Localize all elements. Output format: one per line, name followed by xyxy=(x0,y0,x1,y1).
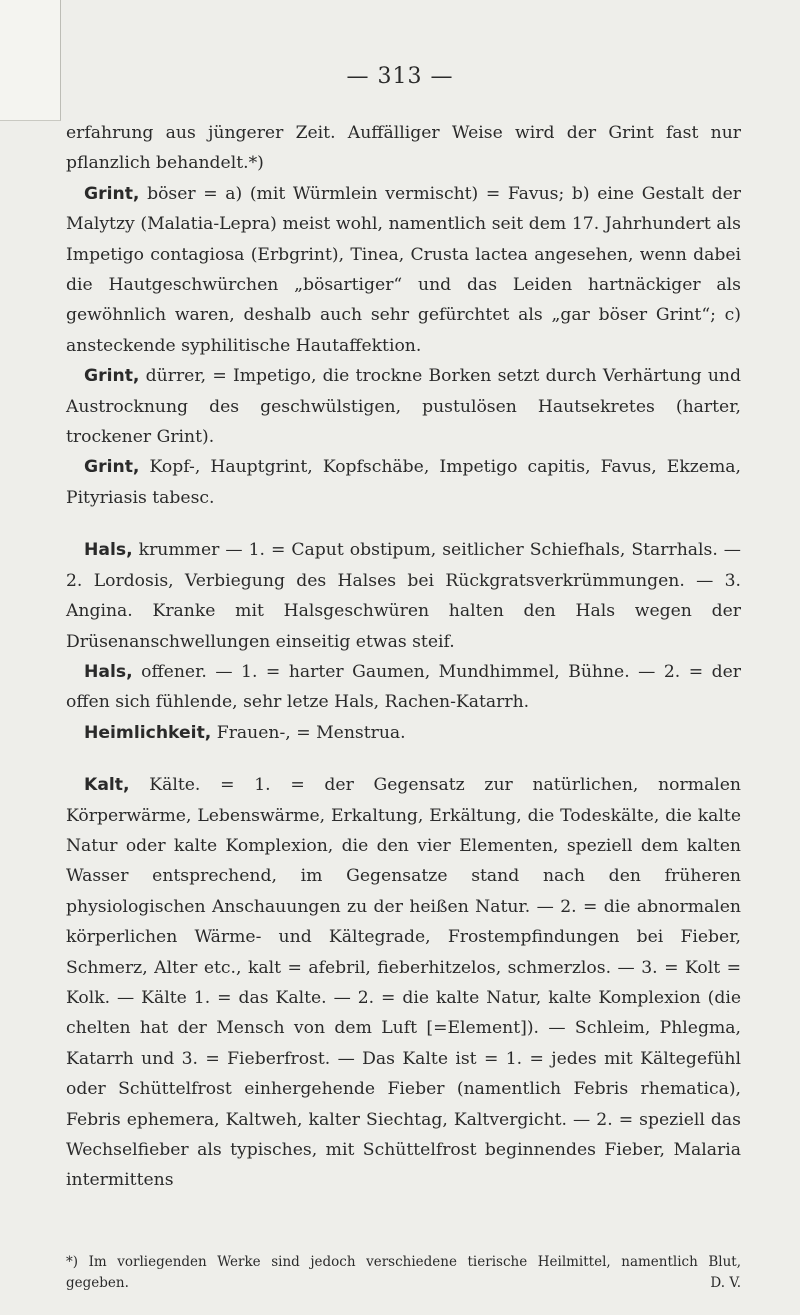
body-text xyxy=(66,118,741,1196)
entry-hals-offener xyxy=(66,657,741,718)
entry-head: Hals, xyxy=(84,661,133,682)
footnote-text: *) Im vorliegenden Werke sind jedoch verschiedene tierische Heilmittel, namentlich Blut, gegeben. xyxy=(66,1254,741,1291)
entry-grint-duerrer xyxy=(66,361,741,452)
entry-hals-krummer xyxy=(66,535,741,657)
entry-text: böser = a) (mit Würmlein vermischt) = Favus; b) eine Gestalt der Malytzy (Malatia-Lepra) meist wohl, namentlich seit dem 17. Jahrhundert als Impetigo contagiosa (Erbgrint), Tinea, Crusta lactea angesehen, wenn dabei die Hautgeschwürchen „bösartiger“ und das Leiden hartnäckiger als gewöhnlich waren, deshalb auch sehr gefürchtet als „gar böser Grint“; c) ansteckende syphilitische Hautaffektion. xyxy=(66,183,741,356)
entry-head: Grint, xyxy=(84,457,140,478)
footnote-signature: D. V. xyxy=(710,1275,741,1291)
entry-head: Kalt, xyxy=(84,775,130,796)
entry-head: Heimlichkeit, xyxy=(84,722,212,743)
footnote xyxy=(66,1252,741,1294)
entry-text: Kälte. = 1. = der Gegensatz zur natürlichen, normalen Körperwärme, Lebenswärme, Erkaltung, Erkältung, die Todeskälte, die kalte Natur oder kalte Komplexion, die den vier Elementen, speziell dem kalten Wasser entsprechend, im Gegensatze stand nach den früheren physiologischen Anschauungen zu der heißen Natur. — 2. = die abnormalen körperlichen Wärme- und Kältegrade, Frostempfindungen bei Fieber, Schmerz, Alter etc., kalt = afebril, fieberhitzelos, schmerzlos. — 3. = Kolt = Kolk. — Kälte 1. = das Kalte. — 2. = die kalte Natur, kalte Komplexion (die chelten hat der Mensch von dem Luft [=Element]). — Schleim, Phlegma, Katarrh und 3. = Fieberfrost. — Das Kalte ist = 1. = jedes mit Kältegefühl oder Schüttelfrost einhergehende Fieber (namentlich Febris rhematica), Febris ephemera, Kaltweh, kalter Siechtag, Kaltvergicht. — 2. = speziell das Wechselfieber als typisches, mit Schüttelfrost beginnendes Fieber, Malaria intermittens xyxy=(66,775,741,1191)
entry-head: Grint, xyxy=(84,366,140,387)
entry-grint-boeser xyxy=(66,179,741,361)
entry-text: Frauen-, = Menstrua. xyxy=(211,722,406,743)
entry-grint-kopf xyxy=(66,452,741,513)
entry-text: krummer — 1. = Caput obstipum, seitlicher Schiefhals, Starrhals. — 2. Lordosis, Verbiegung des Halses bei Rückgratsverkrümmungen. — 3. Angina. Kranke mit Halsgeschwüren halten den Hals wegen der Drüsenanschwellungen einseitig etwas steif. xyxy=(66,540,741,652)
entry-text: offener. — 1. = harter Gaumen, Mundhimmel, Bühne. — 2. = der offen sich fühlende, sehr letze Hals, Rachen-Katarrh. xyxy=(66,661,741,713)
intro-paragraph: erfahrung aus jüngerer Zeit. Auffälliger Weise wird der Grint fast nur pflanzlich behandelt.*) xyxy=(66,123,741,174)
entry-head: Grint, xyxy=(84,183,140,204)
entry-heimlichkeit xyxy=(66,718,741,748)
entry-text: dürrer, = Impetigo, die trockne Borken setzt durch Verhärtung und Austrocknung des geschwülstigen, pustulösen Hautsekretes (harter, trockener Grint). xyxy=(66,366,741,448)
page-corner-edge xyxy=(0,0,61,121)
entry-kalt xyxy=(66,770,741,1196)
entry-text: Kopf-, Hauptgrint, Kopfschäbe, Impetigo capitis, Favus, Ekzema, Pityriasis tabesc. xyxy=(66,457,741,508)
entry-head: Hals, xyxy=(84,540,133,561)
page-number: — 313 — xyxy=(346,64,454,89)
